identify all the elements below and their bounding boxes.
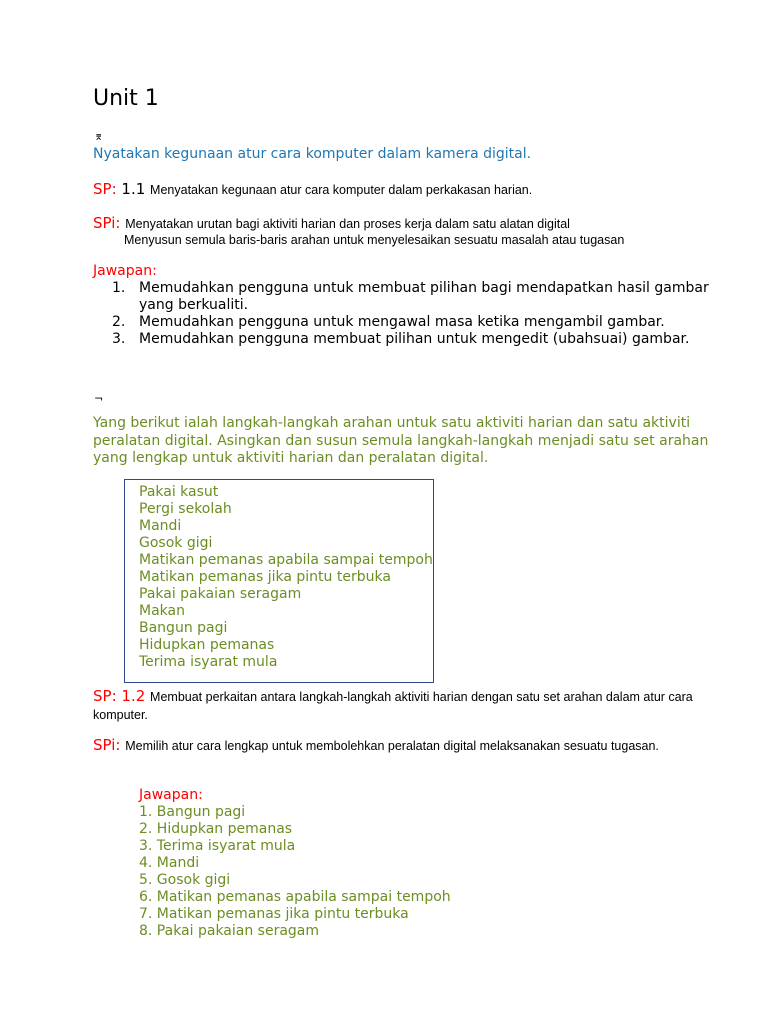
list-item: Terima isyarat mula: [139, 654, 278, 670]
list-item: Bangun pagi: [139, 620, 228, 636]
list-item: 2. Hidupkan pemanas: [139, 821, 293, 837]
sp-text: Membuat perkaitan antara langkah-langkah aktiviti harian dengan satu set arahan dalam atur cara komputer.: [93, 690, 693, 722]
list-item: [112, 314, 712, 331]
list-text: Memudahkan pengguna membuat pilihan untuk mengedit (ubahsuai) gambar.: [139, 331, 690, 347]
list-item: Matikan pemanas jika pintu terbuka: [139, 569, 391, 585]
symbol-mark: ¬: [94, 392, 104, 405]
list-item: Gosok gigi: [139, 535, 213, 551]
sp-1-1: [93, 180, 532, 198]
sp-1-2: [93, 688, 733, 724]
list-item: 8. Pakai pakaian seragam: [139, 923, 320, 939]
list-item: Mandi: [139, 518, 182, 534]
list-item: 6. Matikan pemanas apabila sampai tempoh: [139, 889, 451, 905]
sp-text: Menyatakan kegunaan atur cara komputer dalam perkakasan harian.: [150, 183, 533, 197]
jawapan-label: Jawapan:: [93, 263, 157, 279]
list-item: [112, 331, 712, 348]
page-title: Unit 1: [93, 86, 159, 111]
spi-label: SPi:: [93, 736, 121, 754]
list-item: 3. Terima isyarat mula: [139, 838, 296, 854]
symbol-mark: ⌆: [94, 130, 104, 143]
sp-number: 1.1: [121, 180, 146, 198]
list-item: Matikan pemanas apabila sampai tempoh: [139, 552, 433, 568]
list-item: Pakai kasut: [139, 484, 219, 500]
sp-number: 1.2: [121, 687, 146, 705]
instruction-paragraph: Yang berikut ialah langkah-langkah arahan untuk satu aktiviti harian dan satu aktiviti peralatan digital. Asingkan dan susun semula langkah-langkah menjadi satu set arahan yang lengkap untuk aktiviti harian dan peralatan digital.: [93, 415, 709, 466]
list-number: 3.: [112, 331, 126, 347]
list-item: [112, 280, 712, 314]
answer-list-2: [139, 804, 451, 940]
sp-label: SP:: [93, 687, 117, 705]
list-item: 5. Gosok gigi: [139, 872, 231, 888]
objective-text: Nyatakan kegunaan atur cara komputer dalam kamera digital.: [93, 146, 532, 162]
spi-1: [93, 214, 570, 232]
list-item: Makan: [139, 603, 185, 619]
spi-text: Memilih atur cara lengkap untuk membolehkan peralatan digital melaksanakan sesuatu tugasan.: [125, 739, 659, 753]
sp-label: SP:: [93, 180, 117, 198]
spi-text-line1: Menyatakan urutan bagi aktiviti harian dan proses kerja dalam satu alatan digital: [125, 217, 570, 231]
list-number: 2.: [112, 314, 126, 330]
list-item: 1. Bangun pagi: [139, 804, 246, 820]
list-item: Pakai pakaian seragam: [139, 586, 302, 602]
list-text: Memudahkan pengguna untuk mengawal masa ketika mengambil gambar.: [139, 314, 665, 330]
list-number: 1.: [112, 280, 126, 296]
spi-text-line2: Menyusun semula baris-baris arahan untuk menyelesaikan sesuatu masalah atau tugasan: [124, 233, 625, 247]
list-item: Hidupkan pemanas: [139, 637, 275, 653]
list-item: Pergi sekolah: [139, 501, 232, 517]
list-text: Memudahkan pengguna untuk membuat pilihan bagi mendapatkan hasil gambar yang berkualiti.: [139, 280, 709, 313]
jawapan-label: Jawapan:: [139, 787, 203, 803]
list-item: 4. Mandi: [139, 855, 200, 871]
answer-list: [112, 280, 712, 348]
steps-list: [139, 484, 433, 671]
spi-2: [93, 737, 733, 755]
list-item: 7. Matikan pemanas jika pintu terbuka: [139, 906, 409, 922]
spi-label: SPi:: [93, 214, 121, 232]
